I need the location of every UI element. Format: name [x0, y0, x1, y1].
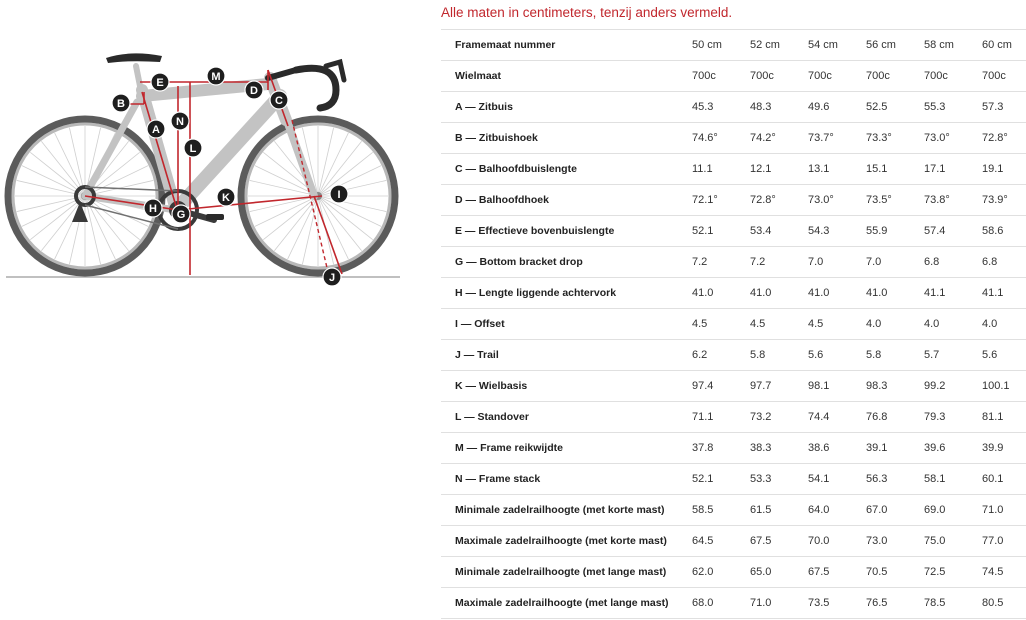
cell-value: 76.8 [866, 402, 924, 433]
marker-k [217, 188, 235, 206]
cell-value: 55.3 [924, 92, 982, 123]
geometry-table [441, 29, 1026, 619]
marker-label: C [275, 95, 283, 107]
row-label: J — Trail [441, 340, 692, 371]
row-label: K — Wielbasis [441, 371, 692, 402]
row-label: A — Zitbuis [441, 92, 692, 123]
row-label: D — Balhoofdhoek [441, 185, 692, 216]
cell-value: 15.1 [866, 154, 924, 185]
cell-value: 52.5 [866, 92, 924, 123]
marker-i [330, 185, 348, 203]
cell-value: 67.5 [750, 526, 808, 557]
cell-value: 73.0° [924, 123, 982, 154]
cell-value: 41.1 [982, 278, 1026, 309]
cell-value: 58.5 [692, 495, 750, 526]
cell-value: 7.2 [692, 247, 750, 278]
cell-value: 700c [808, 61, 866, 92]
cell-value: 11.1 [692, 154, 750, 185]
bike-geometry-diagram [0, 40, 410, 290]
cell-value: 64.0 [808, 495, 866, 526]
cell-value: 6.2 [692, 340, 750, 371]
cell-value: 38.6 [808, 433, 866, 464]
table-row [441, 185, 1026, 216]
cell-value: 45.3 [692, 92, 750, 123]
cell-value: 55.9 [866, 216, 924, 247]
table-row [441, 247, 1026, 278]
table-row [441, 92, 1026, 123]
marker-label: I [337, 189, 341, 201]
row-label: L — Standover [441, 402, 692, 433]
cell-value: 58.6 [982, 216, 1026, 247]
marker-label: A [152, 124, 160, 136]
marker-l [184, 139, 202, 157]
cell-value: 74.4 [808, 402, 866, 433]
cell-value: 71.1 [692, 402, 750, 433]
cell-value: 74.6° [692, 123, 750, 154]
row-label: I — Offset [441, 309, 692, 340]
cell-value: 98.1 [808, 371, 866, 402]
table-row [441, 216, 1026, 247]
cell-value: 73.7° [808, 123, 866, 154]
cell-value: 99.2 [924, 371, 982, 402]
cell-value: 700c [692, 61, 750, 92]
marker-label: E [156, 77, 164, 89]
cell-value: 72.1° [692, 185, 750, 216]
cell-value: 39.9 [982, 433, 1026, 464]
table-row [441, 123, 1026, 154]
marker-e [151, 73, 169, 91]
cell-value: 7.0 [808, 247, 866, 278]
cell-value: 4.5 [692, 309, 750, 340]
cell-value: 97.4 [692, 371, 750, 402]
cell-value: 54.1 [808, 464, 866, 495]
cell-value: 65.0 [750, 557, 808, 588]
cell-value: 7.0 [866, 247, 924, 278]
cell-value: 97.7 [750, 371, 808, 402]
cell-value: 74.2° [750, 123, 808, 154]
cell-value: 56 cm [866, 30, 924, 61]
cell-value: 70.5 [866, 557, 924, 588]
cell-value: 67.5 [808, 557, 866, 588]
row-label: Minimale zadelrailhoogte (met korte mast) [441, 495, 692, 526]
cell-value: 41.0 [808, 278, 866, 309]
cell-value: 70.0 [808, 526, 866, 557]
cell-value: 41.1 [924, 278, 982, 309]
cell-value: 67.0 [866, 495, 924, 526]
cell-value: 49.6 [808, 92, 866, 123]
marker-m [207, 67, 225, 85]
row-label: N — Frame stack [441, 464, 692, 495]
cell-value: 4.0 [924, 309, 982, 340]
cell-value: 37.8 [692, 433, 750, 464]
marker-label: J [328, 272, 336, 284]
table-row [441, 61, 1026, 92]
cell-value: 68.0 [692, 588, 750, 619]
cell-value: 41.0 [692, 278, 750, 309]
marker-n [171, 112, 189, 130]
table-row [441, 309, 1026, 340]
row-label: Minimale zadelrailhoogte (met lange mast) [441, 557, 692, 588]
cell-value: 58.1 [924, 464, 982, 495]
table-row [441, 464, 1026, 495]
cell-value: 5.8 [866, 340, 924, 371]
cell-value: 4.0 [982, 309, 1026, 340]
cell-value: 38.3 [750, 433, 808, 464]
cell-value: 4.5 [808, 309, 866, 340]
cell-value: 4.5 [750, 309, 808, 340]
table-row [441, 433, 1026, 464]
cell-value: 700c [866, 61, 924, 92]
cell-value: 73.0° [808, 185, 866, 216]
cell-value: 6.8 [982, 247, 1026, 278]
cell-value: 75.0 [924, 526, 982, 557]
cell-value: 39.6 [924, 433, 982, 464]
cell-value: 5.6 [982, 340, 1026, 371]
saddle [106, 53, 162, 63]
cell-value: 17.1 [924, 154, 982, 185]
cell-value: 61.5 [750, 495, 808, 526]
cell-value: 98.3 [866, 371, 924, 402]
cell-value: 73.5° [866, 185, 924, 216]
marker-label: M [211, 71, 221, 83]
cell-value: 7.2 [750, 247, 808, 278]
cell-value: 56.3 [866, 464, 924, 495]
cell-value: 73.8° [924, 185, 982, 216]
row-label: Maximale zadelrailhoogte (met korte mast) [441, 526, 692, 557]
row-label: H — Lengte liggende achtervork [441, 278, 692, 309]
marker-label: G [176, 209, 186, 221]
table-row [441, 278, 1026, 309]
cell-value: 72.8° [750, 185, 808, 216]
cell-value: 4.0 [866, 309, 924, 340]
cell-value: 53.4 [750, 216, 808, 247]
cell-value: 60 cm [982, 30, 1026, 61]
cell-value: 79.3 [924, 402, 982, 433]
marker-h [144, 199, 162, 217]
cell-value: 58 cm [924, 30, 982, 61]
cell-value: 73.2 [750, 402, 808, 433]
table-header-row [441, 30, 1026, 61]
cell-value: 6.8 [924, 247, 982, 278]
marker-d [245, 81, 263, 99]
cell-value: 41.0 [866, 278, 924, 309]
row-label: E — Effectieve bovenbuislengte [441, 216, 692, 247]
cell-value: 57.4 [924, 216, 982, 247]
marker-label: L [189, 143, 197, 155]
cell-value: 5.7 [924, 340, 982, 371]
cell-value: 52.1 [692, 464, 750, 495]
cell-value: 54 cm [808, 30, 866, 61]
cell-value: 700c [982, 61, 1026, 92]
marker-label: K [222, 192, 230, 204]
cell-value: 72.5 [924, 557, 982, 588]
table-row [441, 588, 1026, 619]
cell-value: 76.5 [866, 588, 924, 619]
row-label: B — Zitbuishoek [441, 123, 692, 154]
table-row [441, 557, 1026, 588]
cell-value: 52.1 [692, 216, 750, 247]
cell-value: 77.0 [982, 526, 1026, 557]
row-label: C — Balhoofdbuislengte [441, 154, 692, 185]
cell-value: 5.8 [750, 340, 808, 371]
table-row [441, 154, 1026, 185]
units-note: Alle maten in centimeters, tenzij anders vermeld. [441, 5, 733, 20]
cell-value: 73.3° [866, 123, 924, 154]
cell-value: 52 cm [750, 30, 808, 61]
cell-value: 39.1 [866, 433, 924, 464]
cell-value: 5.6 [808, 340, 866, 371]
table-row [441, 495, 1026, 526]
row-label: M — Frame reikwijdte [441, 433, 692, 464]
cell-value: 71.0 [982, 495, 1026, 526]
table-row [441, 526, 1026, 557]
marker-label: B [117, 98, 125, 110]
row-label: Framemaat nummer [441, 30, 692, 61]
cell-value: 48.3 [750, 92, 808, 123]
cell-value: 71.0 [750, 588, 808, 619]
cell-value: 50 cm [692, 30, 750, 61]
cell-value: 41.0 [750, 278, 808, 309]
cell-value: 19.1 [982, 154, 1026, 185]
row-label: Wielmaat [441, 61, 692, 92]
cell-value: 60.1 [982, 464, 1026, 495]
cell-value: 54.3 [808, 216, 866, 247]
cell-value: 53.3 [750, 464, 808, 495]
marker-j [323, 268, 341, 286]
cell-value: 13.1 [808, 154, 866, 185]
marker-b [112, 94, 130, 112]
marker-label: H [149, 203, 157, 215]
cell-value: 73.0 [866, 526, 924, 557]
cell-value: 69.0 [924, 495, 982, 526]
marker-label: N [176, 116, 184, 128]
table-row [441, 340, 1026, 371]
cell-value: 64.5 [692, 526, 750, 557]
row-label: G — Bottom bracket drop [441, 247, 692, 278]
cell-value: 73.9° [982, 185, 1026, 216]
marker-label: D [250, 85, 258, 97]
marker-c [270, 91, 288, 109]
marker-g [172, 205, 190, 223]
cell-value: 80.5 [982, 588, 1026, 619]
row-label: Maximale zadelrailhoogte (met lange mast) [441, 588, 692, 619]
cell-value: 78.5 [924, 588, 982, 619]
cell-value: 100.1 [982, 371, 1026, 402]
cell-value: 81.1 [982, 402, 1026, 433]
cell-value: 62.0 [692, 557, 750, 588]
cell-value: 700c [750, 61, 808, 92]
cell-value: 72.8° [982, 123, 1026, 154]
cell-value: 73.5 [808, 588, 866, 619]
marker-a [147, 120, 165, 138]
table-row [441, 402, 1026, 433]
cell-value: 74.5 [982, 557, 1026, 588]
cell-value: 57.3 [982, 92, 1026, 123]
cell-value: 12.1 [750, 154, 808, 185]
table-row [441, 371, 1026, 402]
cell-value: 700c [924, 61, 982, 92]
